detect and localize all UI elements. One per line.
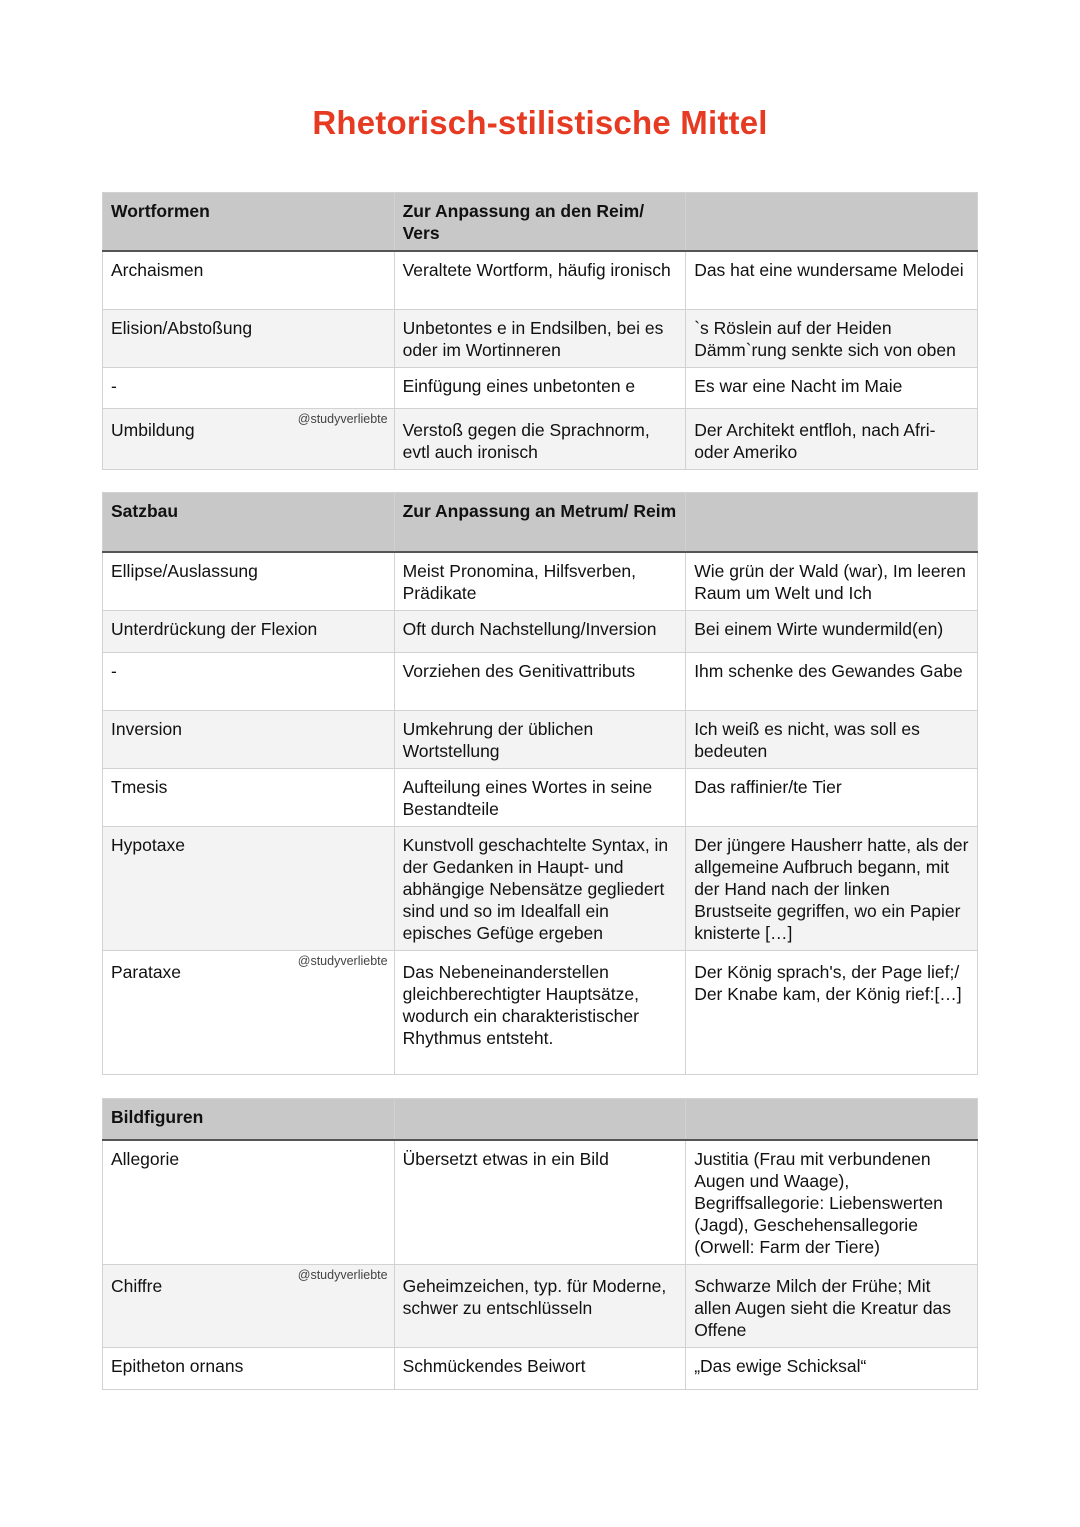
page-title: Rhetorisch-stilistische Mittel — [312, 104, 768, 141]
description-cell: Schmückendes Beiwort — [394, 1347, 686, 1389]
term-cell — [103, 408, 395, 469]
term-cell: Inversion — [103, 710, 395, 768]
table-row — [103, 610, 978, 652]
description-text: Geheimzeichen, typ. für Moderne, schwer zu entschlüsseln — [402, 1275, 667, 1318]
example-cell — [686, 1264, 978, 1347]
term-label: Umbildung — [111, 419, 195, 440]
header-cell: Zur Anpassung an Metrum/ Reim — [394, 493, 686, 552]
term-label: Parataxe — [111, 961, 182, 982]
table-row — [103, 251, 978, 309]
header-cell: Zur Anpassung an den Reim/ Vers — [394, 193, 686, 252]
description-cell: Oft durch Nachstellung/Inversion — [394, 610, 686, 652]
description-cell: Umkehrung der üblichen Wortstellung — [394, 710, 686, 768]
header-cell: Bildfiguren — [103, 1099, 395, 1140]
header-cell — [686, 1099, 978, 1140]
term-cell — [103, 950, 395, 1074]
term-label: Chiffre — [111, 1275, 163, 1296]
table-row — [103, 309, 978, 367]
description-cell: Einfügung eines unbetonten e — [394, 367, 686, 408]
description-cell: Übersetzt etwas in ein Bild — [394, 1140, 686, 1265]
description-cell — [394, 1264, 686, 1347]
watermark: @studyverliebte — [297, 411, 388, 426]
example-cell: Ich weiß es nicht, was soll es bedeuten — [686, 710, 978, 768]
example-cell: Das hat eine wundersame Melodei — [686, 251, 978, 309]
example-cell: Das raffinier/te Tier — [686, 768, 978, 826]
description-cell: Meist Pronomina, Hilfsverben, Prädikate — [394, 552, 686, 611]
example-cell: „Das ewige Schicksal“ — [686, 1347, 978, 1389]
table-row — [103, 950, 978, 1074]
table-row — [103, 408, 978, 469]
table-header-row — [103, 1099, 978, 1140]
header-cell: Satzbau — [103, 493, 395, 552]
watermark: @studyverliebte — [297, 953, 388, 968]
term-cell: Tmesis — [103, 768, 395, 826]
header-cell — [394, 1099, 686, 1140]
example-text: Der Architekt entfloh, nach Afri- oder Ameriko — [694, 419, 936, 462]
example-cell — [686, 408, 978, 469]
example-cell: Ihm schenke des Gewandes Gabe — [686, 652, 978, 710]
table-row — [103, 367, 978, 408]
table-row — [103, 1264, 978, 1347]
table-header-row — [103, 493, 978, 552]
description-cell — [394, 408, 686, 469]
term-cell: Archaismen — [103, 251, 395, 309]
term-cell: Allegorie — [103, 1140, 395, 1265]
example-text: Der König sprach's, der Page lief;/ Der Knabe kam, der König rief:[…] — [694, 961, 962, 1004]
table-row — [103, 826, 978, 950]
description-cell: Unbetontes e in Endsilben, bei es oder im Wortinneren — [394, 309, 686, 367]
term-cell — [103, 1264, 395, 1347]
table-row — [103, 652, 978, 710]
table-row — [103, 710, 978, 768]
table-row — [103, 768, 978, 826]
example-cell: Wie grün der Wald (war), Im leeren Raum um Welt und Ich — [686, 552, 978, 611]
example-cell: `s Röslein auf der Heiden Dämm`rung senkte sich von oben — [686, 309, 978, 367]
term-cell: Ellipse/Auslassung — [103, 552, 395, 611]
example-cell: Bei einem Wirte wundermild(en) — [686, 610, 978, 652]
term-cell: Epitheton ornans — [103, 1347, 395, 1389]
table-wortformen — [102, 192, 978, 470]
table-row — [103, 552, 978, 611]
term-cell: Hypotaxe — [103, 826, 395, 950]
table-satzbau — [102, 492, 978, 1075]
example-text: Schwarze Milch der Frühe; Mit allen Augen sieht die Kreatur das Offene — [694, 1275, 952, 1340]
header-cell — [686, 193, 978, 252]
table-bildfiguren — [102, 1098, 978, 1390]
description-cell: Vorziehen des Genitivattributs — [394, 652, 686, 710]
example-cell: Justitia (Frau mit verbundenen Augen und Waage), Begriffsallegorie: Liebenswerten (Jagd), Geschehensallegorie (Orwell: Farm der Tiere) — [686, 1140, 978, 1265]
example-cell: Es war eine Nacht im Maie — [686, 367, 978, 408]
header-cell — [686, 493, 978, 552]
example-cell — [686, 950, 978, 1074]
description-cell — [394, 950, 686, 1074]
watermark: @studyverliebte — [297, 1267, 388, 1282]
description-text: Verstoß gegen die Sprachnorm, evtl auch ironisch — [402, 419, 650, 462]
example-cell: Der jüngere Hausherr hatte, als der allgemeine Aufbruch begann, mit der Hand nach der linken Brustseite gegriffen, wo ein Papier knisterte […] — [686, 826, 978, 950]
term-cell: Elision/Abstoßung — [103, 309, 395, 367]
description-cell: Aufteilung eines Wortes in seine Bestandteile — [394, 768, 686, 826]
term-cell: Unterdrückung der Flexion — [103, 610, 395, 652]
description-text: Das Nebeneinanderstellen gleichberechtigter Hauptsätze, wodurch ein charakteristischer Rhythmus entsteht. — [402, 961, 639, 1048]
description-cell: Kunstvoll geschachtelte Syntax, in der Gedanken in Haupt- und abhängige Nebensätze gegliedert sind und so im Idealfall ein episches Gefüge ergeben — [394, 826, 686, 950]
description-cell: Veraltete Wortform, häufig ironisch — [394, 251, 686, 309]
table-row — [103, 1347, 978, 1389]
header-cell: Wortformen — [103, 193, 395, 252]
term-cell: - — [103, 652, 395, 710]
table-header-row — [103, 193, 978, 252]
table-row — [103, 1140, 978, 1265]
term-cell: - — [103, 367, 395, 408]
